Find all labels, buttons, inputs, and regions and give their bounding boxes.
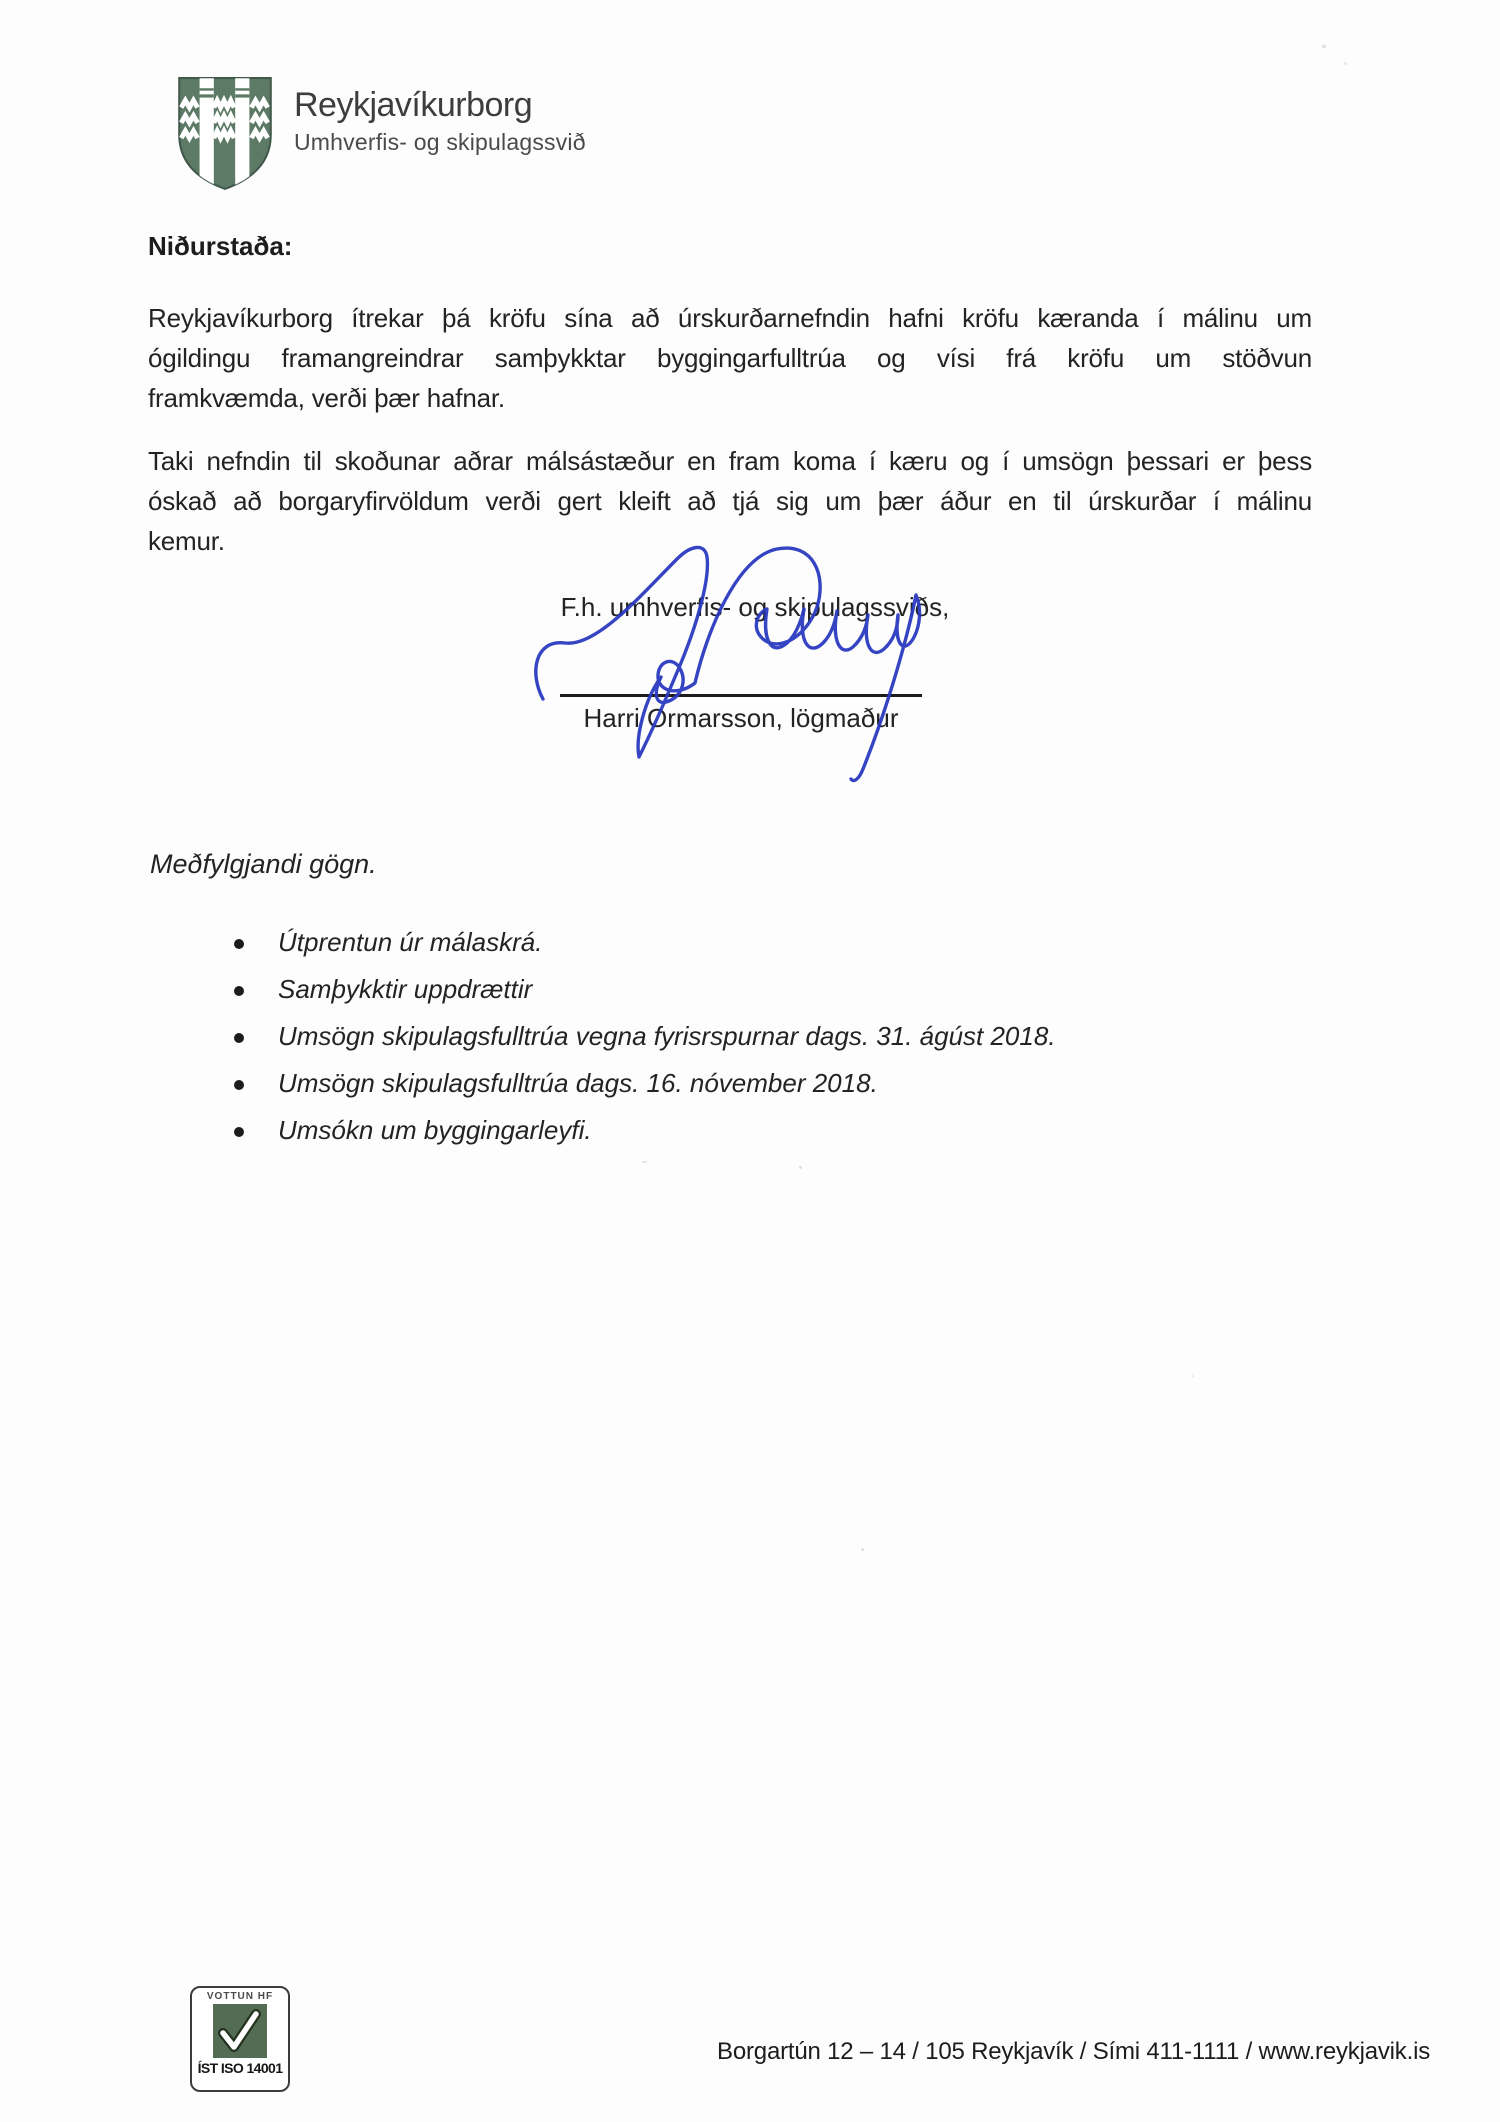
- checkmark-icon: [213, 2004, 267, 2058]
- scan-speck: [1344, 62, 1347, 65]
- reykjavik-coat-of-arms-logo: [172, 74, 278, 194]
- on-behalf-line: F.h. umhverfis- og skipulagssviðs,: [560, 592, 950, 622]
- scan-speck: [1322, 45, 1326, 48]
- attachments-list: [218, 919, 1056, 1154]
- paragraph-line: kemur.: [148, 526, 225, 556]
- scan-speck: [799, 1166, 802, 1169]
- paragraph-line: Taki nefndin til skoðunar aðrar málsástæður en fram koma í kæru og í umsögn þessari er þess: [148, 446, 1312, 476]
- paragraph-1: [148, 298, 1312, 418]
- paragraph-line: óskað að borgaryfirvöldum verði gert kleift að tjá sig um þær áður en til úrskurðar í málinu: [148, 486, 1312, 516]
- paragraph-line: ógildingu framangreindrar samþykktar byggingarfulltrúa og vísi frá kröfu um stöðvun: [148, 343, 1312, 373]
- conclusion-heading: Niðurstaða:: [148, 231, 293, 261]
- scan-speck: [1191, 1375, 1194, 1377]
- attachment-item: Umsögn skipulagsfulltrúa dags. 16. nóvember 2018.: [218, 1060, 1056, 1107]
- scan-speck: [861, 1548, 864, 1551]
- letterhead: [172, 74, 586, 194]
- paragraph-line: framkvæmda, verði þær hafnar.: [148, 383, 505, 413]
- attachment-item: Umsókn um byggingarleyfi.: [218, 1107, 1056, 1154]
- scan-speck: [642, 1161, 647, 1163]
- iso-14001-badge: [190, 1986, 290, 2092]
- org-department: Umhverfis- og skipulagssvið: [294, 129, 586, 155]
- org-name: Reykjavíkurborg: [294, 86, 533, 124]
- badge-standard-label: ÍST ISO 14001: [197, 2060, 283, 2076]
- attachments-heading: Meðfylgjandi gögn.: [150, 849, 377, 879]
- handwritten-signature-ink: [515, 531, 935, 793]
- footer-address: Borgartún 12 – 14 / 105 Reykjavík / Sími 411-1111 / www.reykjavik.is: [717, 2038, 1430, 2065]
- attachment-item: Umsögn skipulagsfulltrúa vegna fyrisrspurnar dags. 31. ágúst 2018.: [218, 1013, 1056, 1060]
- letterhead-text: [294, 74, 586, 156]
- badge-certifier-label: VOTTUN HF: [206, 1991, 274, 2002]
- signatory-name: Harri Ormarsson, lögmaður: [583, 703, 899, 733]
- attachment-item: Samþykktir uppdrættir: [218, 966, 1056, 1013]
- attachment-item: Útprentun úr málaskrá.: [218, 919, 1056, 966]
- paragraph-line: Reykjavíkurborg ítrekar þá kröfu sína að úrskurðarnefndin hafni kröfu kæranda í málinu um: [148, 303, 1312, 333]
